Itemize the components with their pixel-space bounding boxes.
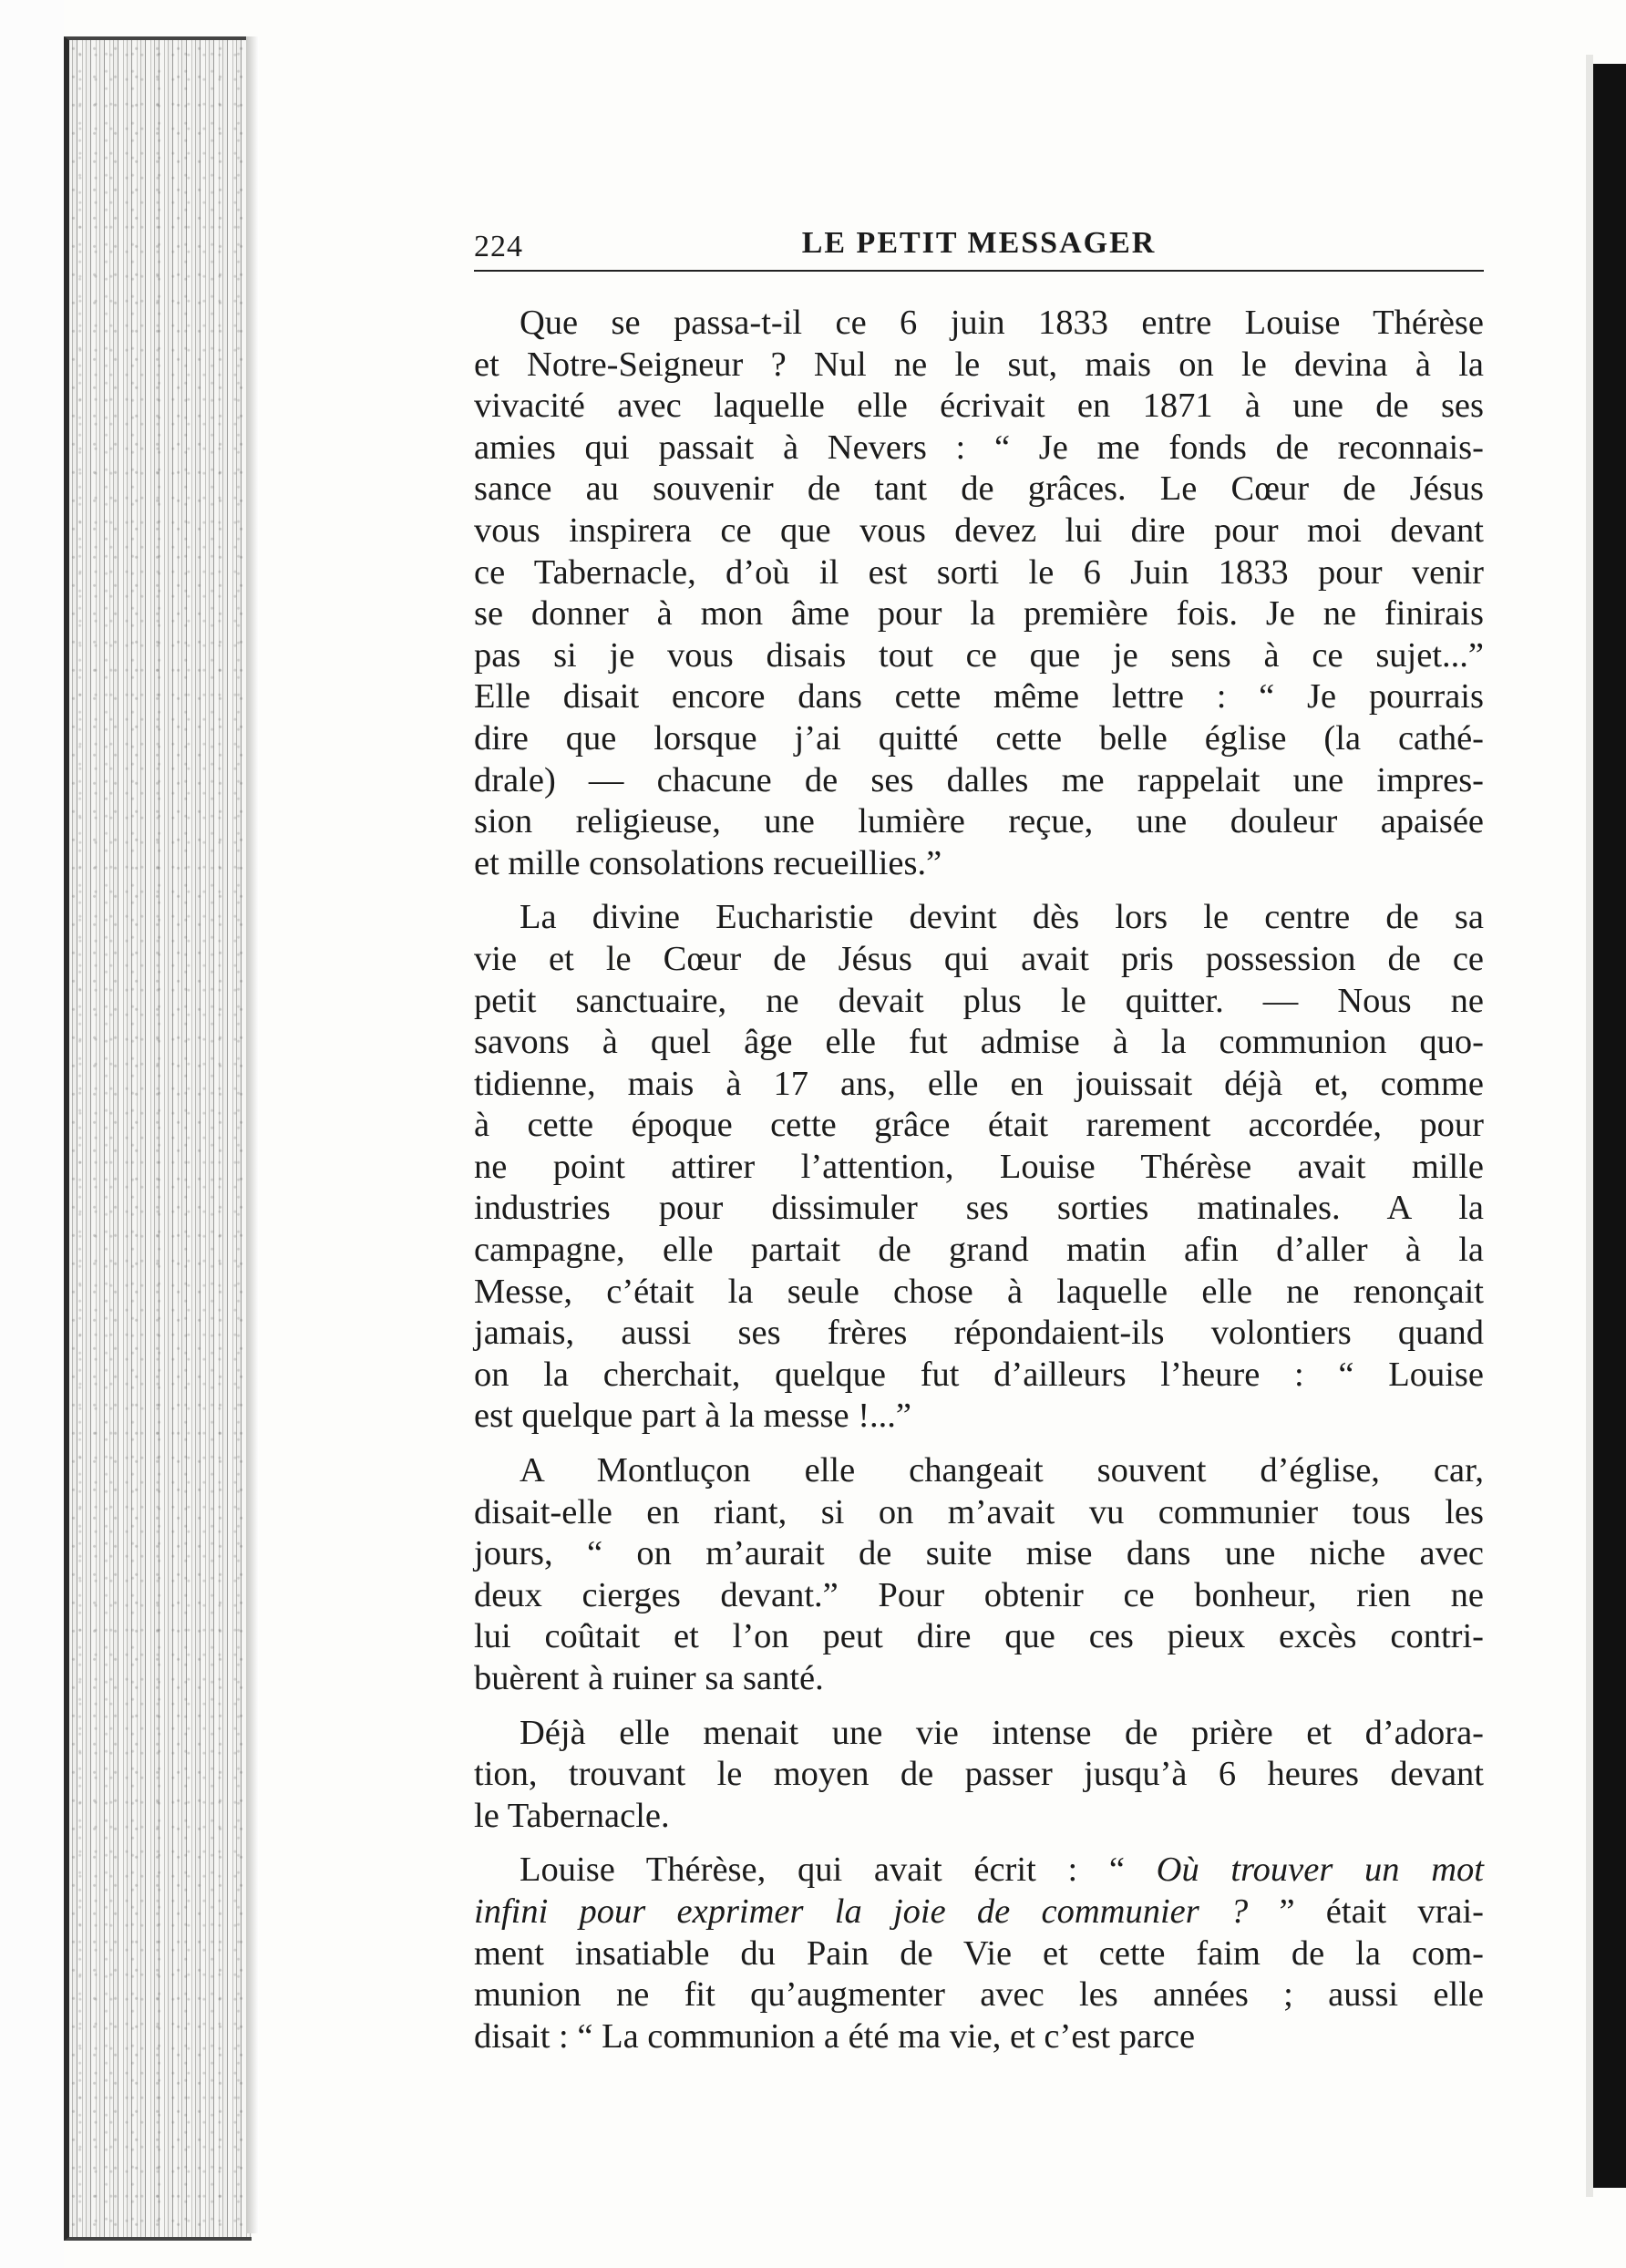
paragraph: [474, 1450, 1484, 1700]
text-line: Elle disait encore dans cette même lettre : “ Je pourrais: [474, 677, 1484, 716]
text-line: buèrent à ruiner sa santé.: [474, 1659, 824, 1697]
text-line: campagne, elle partait de grand matin afin d’aller à la: [474, 1231, 1484, 1270]
text-line: jamais, aussi ses frères répondaient-ils volontiers quand: [474, 1314, 1484, 1353]
text-line: deux cierges devant.” Pour obtenir ce bonheur, rien ne: [474, 1575, 1484, 1614]
text-segment: munion ne fit qu’augmenter avec les années ; aussi elle: [474, 1975, 1484, 2015]
text-segment: ment insatiable du Pain de Vie et cette faim de la com-: [474, 1933, 1484, 1973]
running-title: LE PETIT MESSAGER: [801, 226, 1157, 260]
text-segment: Louise Thérèse, qui avait écrit : “: [520, 1850, 1157, 1890]
text-line: disait-elle en riant, si on m’avait vu communier tous les: [474, 1492, 1484, 1531]
text-line: vie et le Cœur de Jésus qui avait pris possession de ce: [474, 939, 1484, 978]
text-line: pas si je vous disais tout ce que je sens à ce sujet...”: [474, 635, 1484, 675]
text-line: industries pour dissimuler ses sorties matinales. A la: [474, 1189, 1484, 1228]
text-line: La divine Eucharistie devint dès lors le centre de sa: [520, 898, 1484, 937]
text-line: on la cherchait, quelque fut d’ailleurs l’heure : “ Louise: [474, 1355, 1484, 1394]
running-head: [474, 219, 1484, 272]
text-line: jours, “ on m’aurait de suite mise dans une niche avec: [474, 1534, 1484, 1573]
text-line: dire que lorsque j’ai quitté cette belle église (la cathé-: [474, 718, 1484, 758]
paragraph: [474, 1850, 1484, 2057]
text-line: savons à quel âge elle fut admise à la communion quo-: [474, 1023, 1484, 1062]
text-line: [474, 1974, 1484, 2016]
paragraph: [474, 1713, 1484, 1838]
text-line: Déjà elle menait une vie intense de prière et d’adora-: [520, 1713, 1484, 1752]
text-line: lui coûtait et l’on peut dire que ces pieux excès contri-: [474, 1617, 1484, 1656]
text-line: tion, trouvant le moyen de passer jusqu’à 6 heures devant: [474, 1755, 1484, 1794]
book-page: [474, 219, 1484, 2056]
text-line: le Tabernacle.: [474, 1796, 670, 1835]
text-line: A Montluçon elle changeait souvent d’église, car,: [520, 1451, 1484, 1490]
paragraph: [474, 897, 1484, 1438]
italic-quote: infini pour exprimer la joie de communier ?: [474, 1892, 1249, 1931]
text-line: petit sanctuaire, ne devait plus le quitter. — Nous ne: [474, 981, 1484, 1020]
facing-page-edge: [1586, 55, 1593, 2197]
text-segment: ” était vrai-: [1248, 1892, 1484, 1931]
text-line: sance au souvenir de tant de grâces. Le Cœur de Jésus: [474, 469, 1484, 509]
paragraph: [474, 303, 1484, 884]
text-segment: disait : “ La communion a été ma vie, et c’est parce: [474, 2016, 1196, 2056]
text-line: [474, 1850, 1484, 1892]
text-line: et mille consolations recueillies.”: [474, 843, 942, 882]
text-line: drale) — chacune de ses dalles me rappelait une impres-: [474, 760, 1484, 799]
text-line: à cette époque cette grâce était rarement accordée, pour: [474, 1106, 1484, 1145]
text-line: Messe, c’était la seule chose à laquelle elle ne renonçait: [474, 1272, 1484, 1311]
text-line: est quelque part à la messe !...”: [474, 1397, 911, 1436]
text-line: tidienne, mais à 17 ans, elle en jouissait déjà et, comme: [474, 1064, 1484, 1103]
text-line: [474, 1892, 1484, 1933]
text-line: sion religieuse, une lumière reçue, une douleur apaisée: [474, 802, 1484, 841]
text-line: ne point attirer l’attention, Louise Thérèse avait mille: [474, 1147, 1484, 1186]
body-text: [474, 303, 1484, 2057]
binding-shadow: [246, 36, 259, 2233]
page-edge-texture: [69, 40, 246, 2230]
text-line: amies qui passait à Nevers : “ Je me fonds de reconnais-: [474, 428, 1484, 467]
text-line: [474, 2016, 1484, 2058]
scan-left-margin: [0, 0, 64, 2268]
text-line: Que se passa-t-il ce 6 juin 1833 entre Louise Thérèse: [520, 304, 1484, 342]
text-line: vivacité avec laquelle elle écrivait en 1871 à une de ses: [474, 387, 1484, 426]
text-line: vous inspirera ce que vous devez lui dire pour moi devant: [474, 510, 1484, 550]
page-number: 224: [474, 230, 523, 263]
text-line: ce Tabernacle, d’où il est sorti le 6 Juin 1833 pour venir: [474, 552, 1484, 592]
text-line: [474, 1933, 1484, 1975]
text-line: se donner à mon âme pour la première fois. Je ne finirais: [474, 594, 1484, 634]
text-line: et Notre-Seigneur ? Nul ne le sut, mais on le devina à la: [474, 345, 1484, 384]
italic-quote: Où trouver un mot: [1156, 1850, 1484, 1890]
facing-page-shadow: [1593, 64, 1626, 2188]
